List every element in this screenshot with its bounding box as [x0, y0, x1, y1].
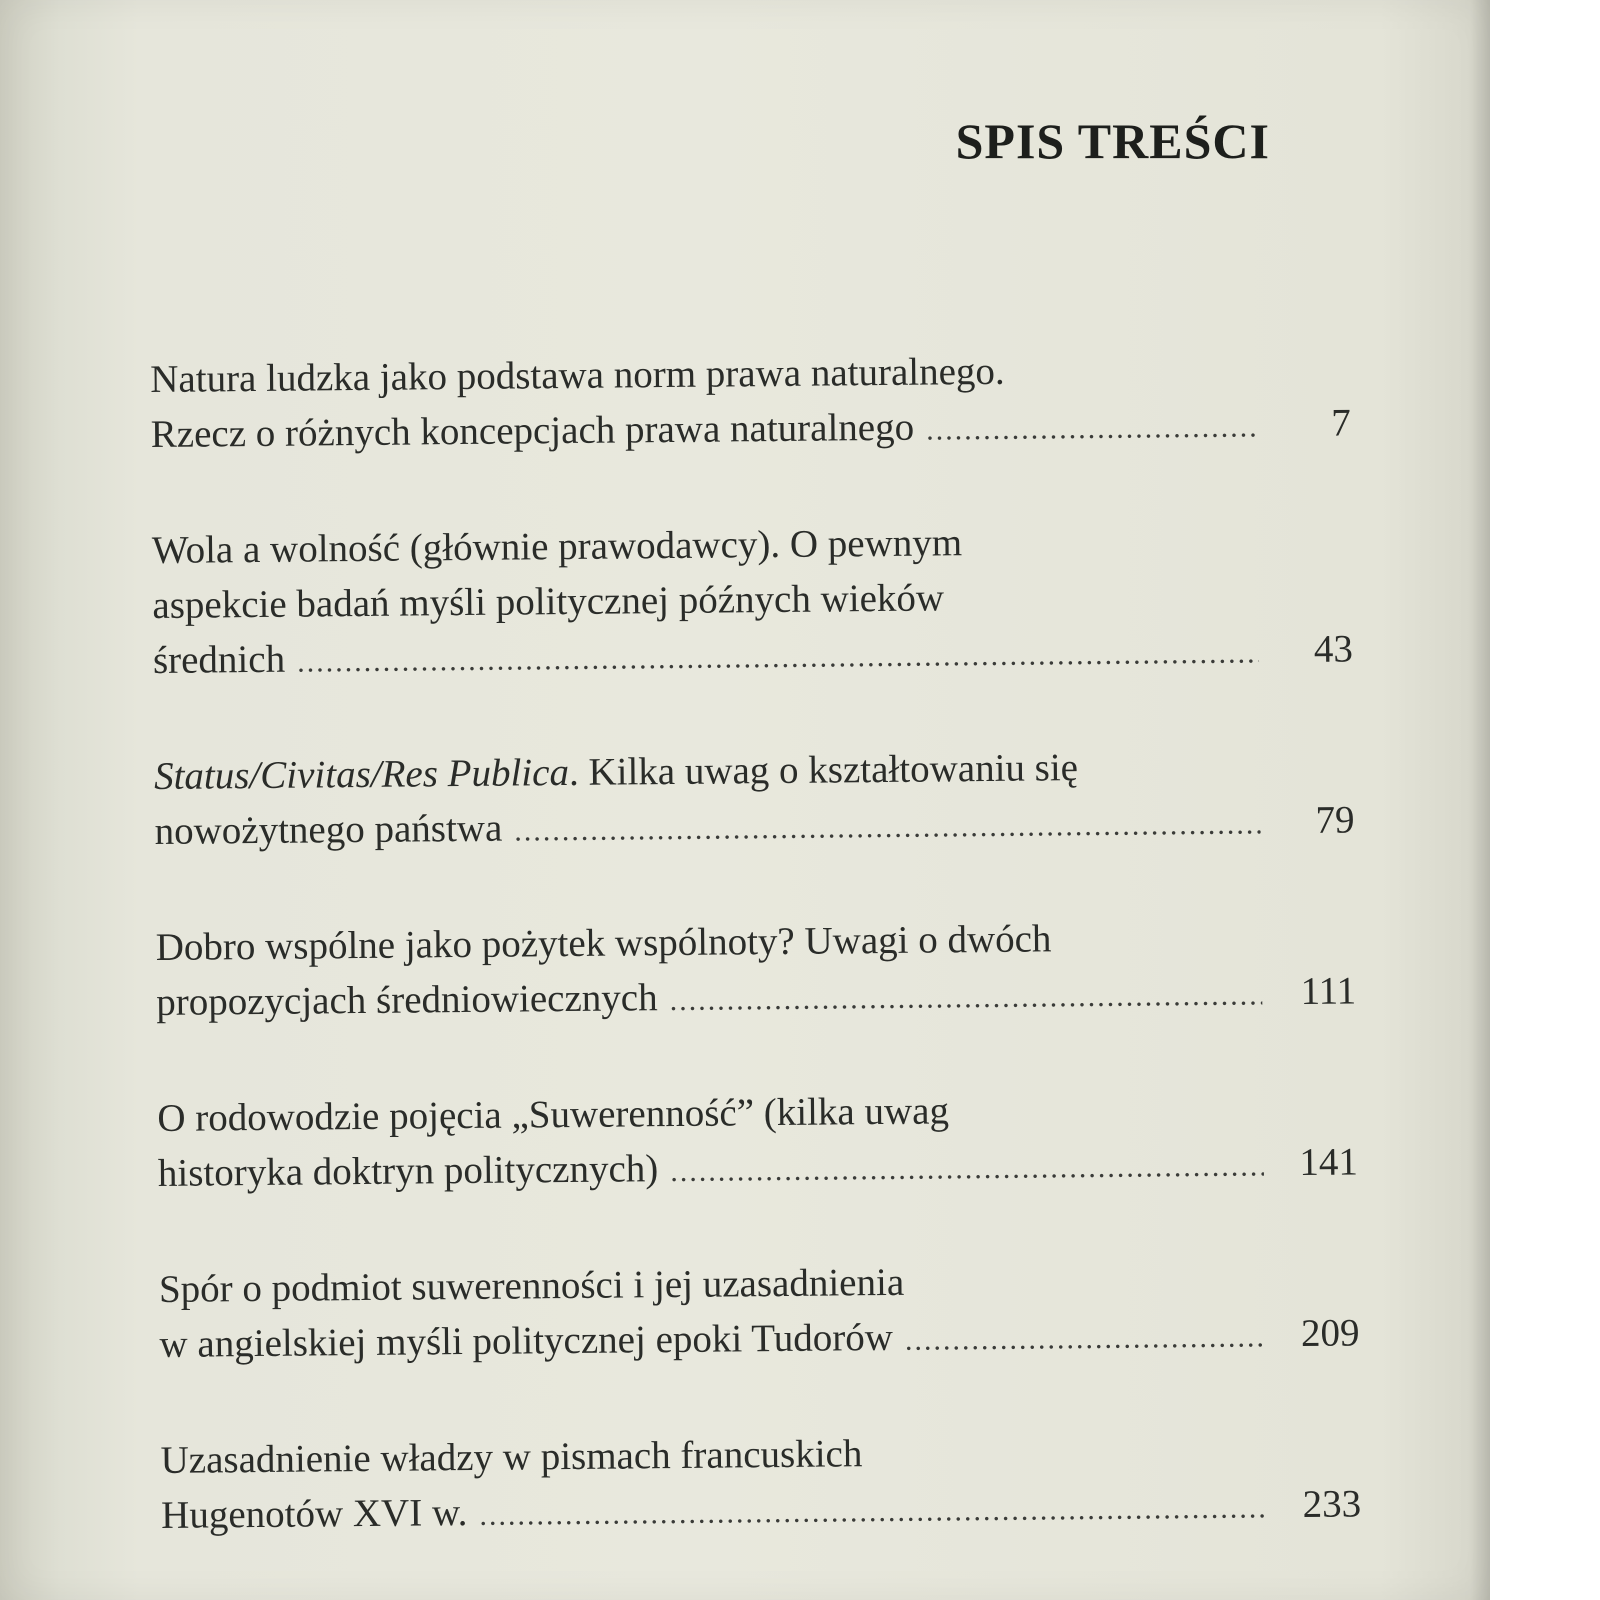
dot-leader [669, 967, 1262, 1028]
entry-title-line: historyka doktryn politycznych) [157, 1147, 659, 1195]
page-number: 111 [1300, 969, 1357, 1013]
entry-last-line [158, 1134, 1359, 1204]
dot-leader [514, 796, 1261, 858]
entry-title-line: Dobro wspólne jako pożytek wspólnoty? Uwagi o dwóch [155, 917, 1052, 969]
toc-entry [154, 737, 1355, 862]
dot-leader [670, 1138, 1264, 1199]
toc-entry [152, 511, 1354, 691]
page-number: 141 [1299, 1140, 1359, 1185]
toc-entry [150, 340, 1351, 465]
table-of-contents [150, 340, 1362, 1600]
entry-last-line [159, 1305, 1360, 1375]
dot-leader [297, 625, 1259, 689]
page-edge-background [1490, 0, 1600, 1600]
toc-entry [157, 1079, 1358, 1204]
page-number: 7 [1331, 401, 1351, 445]
entry-title-italic: Status/Civitas/Res Publica [153, 750, 570, 798]
toc-entry [160, 1421, 1361, 1546]
page-title: SPIS TREŚCI [955, 113, 1270, 169]
entry-title-line: Uzasadnienie władzy w pismach francuskich [160, 1432, 863, 1482]
entry-last-line [151, 395, 1352, 465]
entry-title-line: średnich [152, 637, 286, 682]
entry-title-line: Spór o podmiot suwerenności i jej uzasadnienia [158, 1260, 905, 1311]
entry-title-line: Rzecz o różnych koncepcjach prawa naturalnego [150, 405, 915, 456]
dot-leader [479, 1480, 1267, 1543]
entry-title-line: nowożytnego państwa [154, 806, 503, 853]
entry-title-line: w angielskiej myśli politycznej epoki Tudorów [159, 1315, 894, 1366]
dot-leader [926, 399, 1257, 457]
entry-title-line: Hugenotów XVI w. [160, 1491, 468, 1537]
toc-entry [159, 1250, 1360, 1375]
entry-title-line: Natura ludzka jako podstawa norm prawa naturalnego. [150, 349, 1005, 401]
entry-title-rest: . Kilka uwag o kształtowaniu się [568, 746, 1079, 794]
entry-last-line [156, 963, 1357, 1033]
entry-last-line [154, 792, 1355, 862]
entry-title-line: propozycjach średniowiecznych [156, 976, 658, 1024]
entry-title-line: O rodowodzie pojęcia „Suwerenność” (kilka uwag [157, 1089, 950, 1140]
entry-last-line [153, 621, 1354, 691]
toc-entry [155, 908, 1356, 1033]
dot-leader [905, 1309, 1266, 1367]
page-number: 43 [1313, 627, 1354, 671]
entry-last-line [161, 1476, 1362, 1546]
entry-title-line: aspekcie badań myśli politycznej późnych wieków [152, 576, 945, 627]
page-number: 233 [1302, 1482, 1362, 1526]
page-number: 209 [1300, 1311, 1360, 1355]
page-number: 79 [1315, 798, 1355, 842]
entry-title-line: Wola a wolność (głównie prawodawcy). O pewnym [151, 521, 963, 572]
